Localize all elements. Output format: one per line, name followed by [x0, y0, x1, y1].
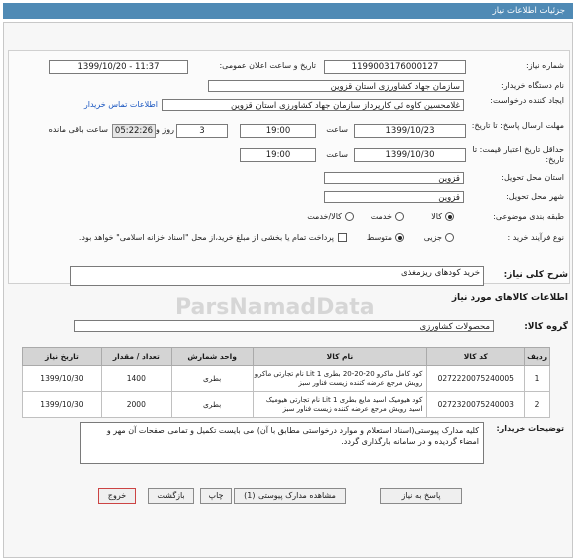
category-service-radio[interactable] — [395, 212, 404, 221]
days-field: 3 — [176, 124, 228, 138]
group-field: محصولات کشاورزی — [74, 320, 494, 332]
category-service-label: خدمت — [370, 212, 392, 221]
remaining-field: 05:22:26 — [112, 124, 156, 138]
deadline-time-label: ساعت — [326, 125, 348, 134]
process-label: نوع فرآیند خرید : — [507, 233, 564, 242]
creator-field: غلامحسین کاوه ئی کارپرداز سازمان جهاد کشاورزی استان قزوین — [162, 99, 464, 111]
city-field: قزوین — [324, 191, 464, 203]
need-no-field: 1199003176000127 — [324, 60, 466, 74]
remaining-label: ساعت باقی مانده — [48, 125, 108, 134]
page-header — [3, 3, 573, 19]
cell-qty: 1400 — [101, 366, 171, 392]
validity-time-label: ساعت — [326, 150, 348, 159]
validity-time-field: 19:00 — [240, 148, 316, 162]
goods-table — [22, 347, 550, 418]
process-minor-radio[interactable] — [445, 233, 454, 242]
announce-field: 1399/10/20 - 11:37 — [49, 60, 188, 74]
province-field: قزوین — [324, 172, 464, 184]
cell-date: 1399/10/30 — [23, 366, 102, 392]
print-button[interactable]: چاپ — [200, 488, 232, 504]
table-header-row — [23, 348, 550, 366]
category-label: طبقه بندی موضوعی: — [493, 212, 564, 221]
category-goods-radio[interactable] — [445, 212, 454, 221]
category-both-radio[interactable] — [345, 212, 354, 221]
cell-name: کود هیومیک اسید مایع بطری 1 Lit نام تجارتی هیومیک اسید رویش مرجع عرضه کننده زیست فناور سبز — [253, 392, 427, 418]
buyer-label: نام دستگاه خریدار: — [501, 81, 564, 90]
notes-label: توضیحات خریدار: — [496, 424, 564, 433]
validity-label: حداقل تاریخ اعتبار قیمت: تا تاریخ: — [472, 145, 564, 164]
validity-date-field: 1399/10/30 — [354, 148, 466, 162]
payment-note: پرداخت تمام یا بخشی از مبلغ خرید،از محل "اسناد خزانه اسلامی" خواهد بود. — [78, 233, 334, 242]
contact-link[interactable]: اطلاعات تماس خریدار — [83, 100, 158, 109]
col-date: تاریخ نیاز — [23, 348, 102, 366]
payment-checkbox[interactable] — [338, 233, 347, 242]
exit-button[interactable]: خروج — [98, 488, 136, 504]
col-unit: واحد شمارش — [171, 348, 253, 366]
summary-field: خرید کودهای ریزمغذی — [70, 266, 484, 286]
group-label: گروه کالا: — [524, 322, 568, 332]
col-qty: تعداد / مقدار — [101, 348, 171, 366]
col-row: ردیف — [525, 348, 550, 366]
cell-name: کود کامل ماکرو 20-20-20 بطری 1 Lit نام تجارتی ماکرو رویش مرجع عرضه کننده زیست فناور سبز — [253, 366, 427, 392]
table-row — [23, 392, 550, 418]
col-code: کد کالا — [427, 348, 525, 366]
col-name: نام کالا — [253, 348, 427, 366]
cell-row: 1 — [525, 366, 550, 392]
goods-section-title: اطلاعات کالاهای مورد نیاز — [451, 293, 568, 303]
process-minor-label: جزیی — [423, 233, 442, 242]
back-button[interactable]: بازگشت — [148, 488, 194, 504]
announce-label: تاریخ و ساعت اعلان عمومی: — [219, 61, 316, 70]
cell-qty: 2000 — [101, 392, 171, 418]
province-label: استان محل تحویل: — [501, 173, 564, 182]
attachments-button[interactable]: مشاهده مدارک پیوستی (1) — [234, 488, 346, 504]
category-goods-label: کالا — [431, 212, 442, 221]
need-no-label: شماره نیاز: — [526, 61, 564, 70]
buyer-field: سازمان جهاد کشاورزی استان قزوین — [208, 80, 464, 92]
process-medium-label: متوسط — [366, 233, 392, 242]
days-label: روز و — [156, 125, 174, 134]
notes-field: کلیه مدارک پیوستی(اسناد استعلام و موارد درخواستی مطابق با آن) می بایست تکمیل و تمامی صفحات آن مهر و امضاء گردیده و در سامانه بارگذاری گردد. — [80, 422, 484, 464]
table-row — [23, 366, 550, 392]
cell-code: 0272220075240005 — [427, 366, 525, 392]
deadline-time-field: 19:00 — [240, 124, 316, 138]
creator-label: ایجاد کننده درخواست: — [490, 96, 564, 105]
deadline-label: مهلت ارسال پاسخ: تا تاریخ: — [471, 121, 564, 130]
cell-code: 0272320075240003 — [427, 392, 525, 418]
reply-button[interactable]: پاسخ به نیاز — [380, 488, 462, 504]
cell-row: 2 — [525, 392, 550, 418]
cell-unit: بطری — [171, 392, 253, 418]
process-medium-radio[interactable] — [395, 233, 404, 242]
deadline-date-field: 1399/10/23 — [354, 124, 466, 138]
cell-date: 1399/10/30 — [23, 392, 102, 418]
city-label: شهر محل تحویل: — [506, 192, 564, 201]
category-both-label: کالا/خدمت — [307, 212, 342, 221]
summary-label: شرح کلی نیاز: — [503, 270, 568, 280]
page-title: جزئیات اطلاعات نیاز — [492, 6, 565, 16]
watermark-text: ParsNamadData — [175, 295, 375, 320]
cell-unit: بطری — [171, 366, 253, 392]
